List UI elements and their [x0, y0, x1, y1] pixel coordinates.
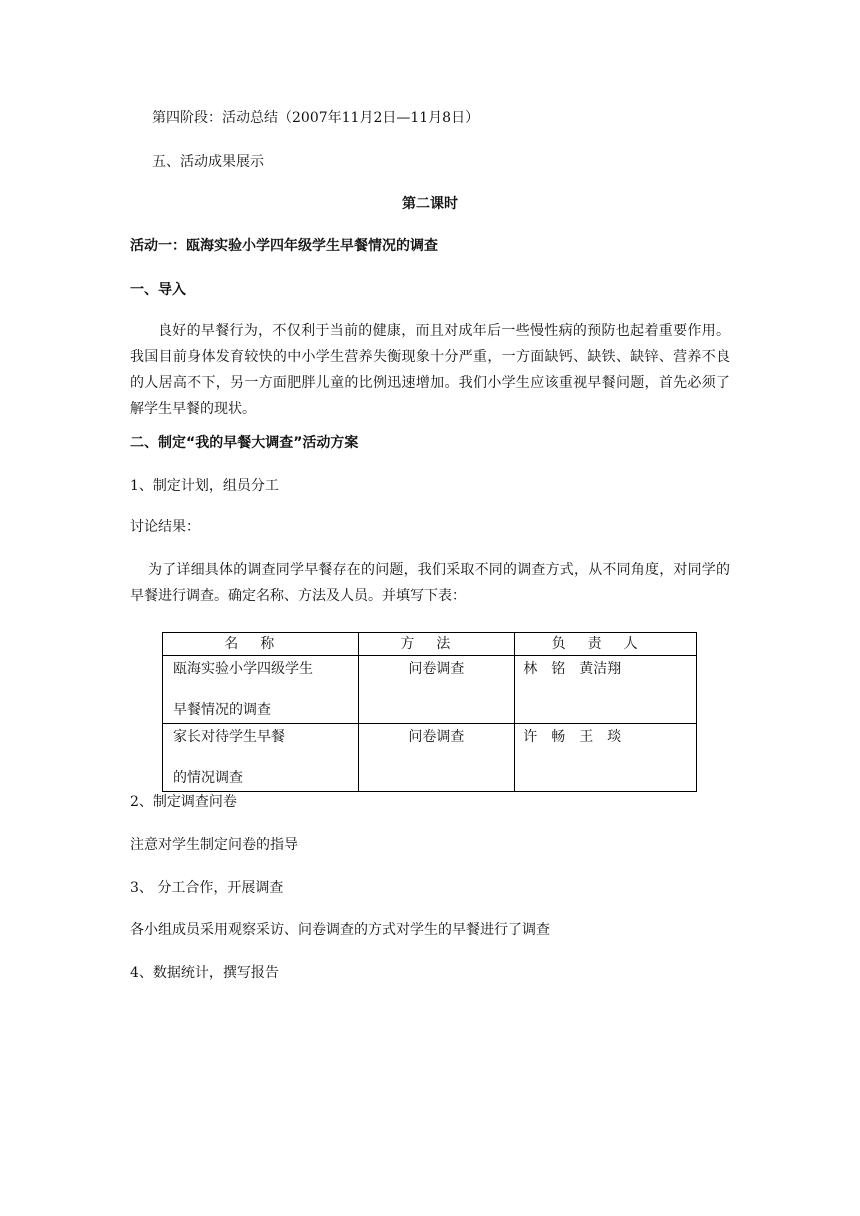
row2-name-cell — [163, 724, 359, 792]
row2-name-line2: 的情况调查 — [173, 770, 243, 786]
survey-table — [162, 632, 697, 792]
step3-note: 各小组成员采用观察采访、问卷调查的方式对学生的早餐进行了调查 — [130, 922, 550, 938]
step2-note: 注意对学生制定问卷的指导 — [130, 837, 298, 853]
table-header-row — [163, 633, 697, 656]
stage4-line: 第四阶段：活动总结（2007年11月2日—11月8日） — [152, 110, 480, 126]
plan-heading: 二、制定“我的早餐大调查”活动方案 — [130, 435, 359, 451]
row1-name-line2: 早餐情况的调查 — [173, 702, 271, 718]
header-method: 方法 — [358, 633, 515, 656]
step2-line: 2、制定调查问卷 — [130, 794, 237, 810]
table-row — [163, 724, 697, 792]
table-row — [163, 656, 697, 724]
row2-name-line1: 家长对待学生早餐 — [173, 729, 285, 745]
row2-method-cell: 问卷调查 — [358, 724, 515, 792]
activity1-heading: 活动一：瓯海实验小学四年级学生早餐情况的调查 — [130, 238, 438, 254]
header-people: 负责人 — [515, 633, 697, 656]
header-name: 名称 — [163, 633, 359, 656]
step4-line: 4、数据统计，撰写报告 — [130, 965, 279, 981]
step1-line: 1、制定计划，组员分工 — [130, 478, 279, 494]
lesson-title: 第二课时 — [402, 196, 458, 212]
row1-name-line1: 瓯海实验小学四级学生 — [173, 661, 313, 677]
row1-name-cell — [163, 656, 359, 724]
step3-line: 3、 分工合作，开展调查 — [130, 880, 284, 896]
intro-paragraph — [130, 318, 730, 422]
discussion-label: 讨论结果： — [130, 519, 200, 535]
discussion-paragraph — [130, 557, 730, 609]
section5-line: 五、活动成果展示 — [152, 154, 264, 170]
row1-people-cell: 林 铭 黄洁翔 — [515, 656, 697, 724]
row1-method-cell: 问卷调查 — [358, 656, 515, 724]
intro-paragraph-text: 良好的早餐行为，不仅利于当前的健康，而且对成年后一些慢性病的预防也起着重要作用。我国目前身体发育较快的中小学生营养失衡现象十分严重，一方面缺钙、缺铁、缺锌、营养不良的人居高不下，另一方面肥胖儿童的比例迅速增加。我们小学生应该重视早餐问题，首先必须了解学生早餐的现状。 — [130, 323, 730, 417]
discussion-paragraph-text: 为了详细具体的调查同学早餐存在的问题，我们采取不同的调查方式，从不同角度，对同学的早餐进行调查。确定名称、方法及人员。并填写下表： — [130, 562, 730, 604]
row2-people-cell: 许 畅 王 琰 — [515, 724, 697, 792]
intro-heading: 一、导入 — [130, 282, 186, 298]
